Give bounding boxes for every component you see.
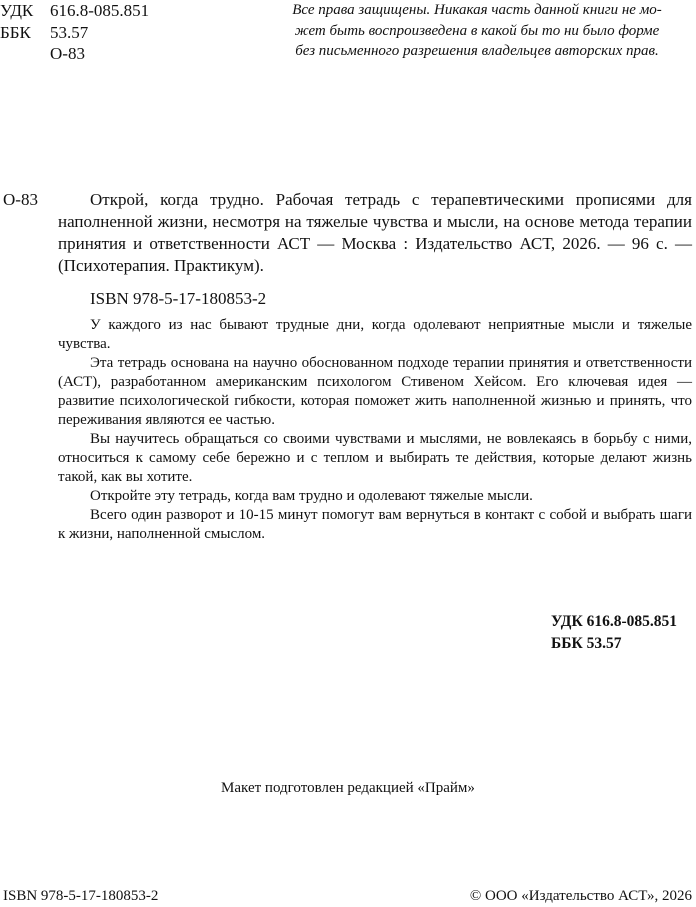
udk-label: УДК [0,1,34,20]
footer-copyright: © ООО «Издательство АСТ», 2026 [469,888,692,904]
rights-line: без письменного разрешения владельцев авторских прав. [295,43,659,59]
bbk-code-row [0,22,149,44]
author-sign-row [0,43,149,65]
annotation-paragraph: У каждого из нас бывают трудные дни, когда одолевают неприятные мысли и тяжелые чувства. [58,317,692,352]
udk-code-row [0,0,149,22]
annotation [58,316,692,544]
bbk-classification: ББК 53.57 [551,634,622,652]
classification-block [551,611,677,654]
rights-notice [260,0,694,62]
udk-classification: УДК 616.8-085.851 [551,613,677,630]
footer-isbn: ISBN 978-5-17-180853-2 [3,888,159,904]
udk-value: 616.8-085.851 [50,1,150,20]
rights-line: Все права защищены. Никакая часть данной книги не мо- [292,2,662,18]
annotation-paragraph: Эта тетрадь основана на научно обоснованном подходе терапии принятия и ответственности (АСТ), разработанном американским психологом Стивеном Хейсом. Его ключевая идея — развитие психологической гибкости, которая поможет жить наполненной жизнью и принять, что переживания являются ее частью. [58,355,692,428]
bibliographic-description [58,189,692,277]
annotation-paragraph: Вы научитесь обращаться со своими чувствами и мыслями, не вовлекаясь в борьбу с ними, относиться к самому себе бережно и с теплом и выбирать те действия, которые делают жизнь такой, как вы хотите. [58,431,692,485]
author-sign: О-83 [50,44,85,63]
prepared-by-note: Макет подготовлен редакцией «Прайм» [221,780,475,796]
catalog-isbn: ISBN 978-5-17-180853-2 [90,289,267,308]
bbk-value: 53.57 [50,22,89,42]
annotation-paragraph: Откройте эту тетрадь, когда вам трудно и одолевают тяжелые мысли. [90,488,533,504]
rights-line: жет быть воспроизведена в какой бы то ни было форме [294,22,660,39]
bbk-label: ББК [0,22,31,42]
annotation-paragraph: Всего один разворот и 10-15 минут помогут вам вернуться в контакт с собой и выбрать шаги к жизни, наполненной смыслом. [58,507,692,542]
library-codes [0,0,149,65]
bibliographic-text: Открой, когда трудно. Рабочая тетрадь с терапевтическими прописями для наполненной жизни, несмотря на тяжелые чувства и мысли, на основе метода терапии принятия и ответственности АСТ — Москва : Издательство АСТ, 2026. — 96 с. — (Психотерапия. Практикум). [58,190,692,275]
catalog-author-sign: О-83 [3,190,38,209]
